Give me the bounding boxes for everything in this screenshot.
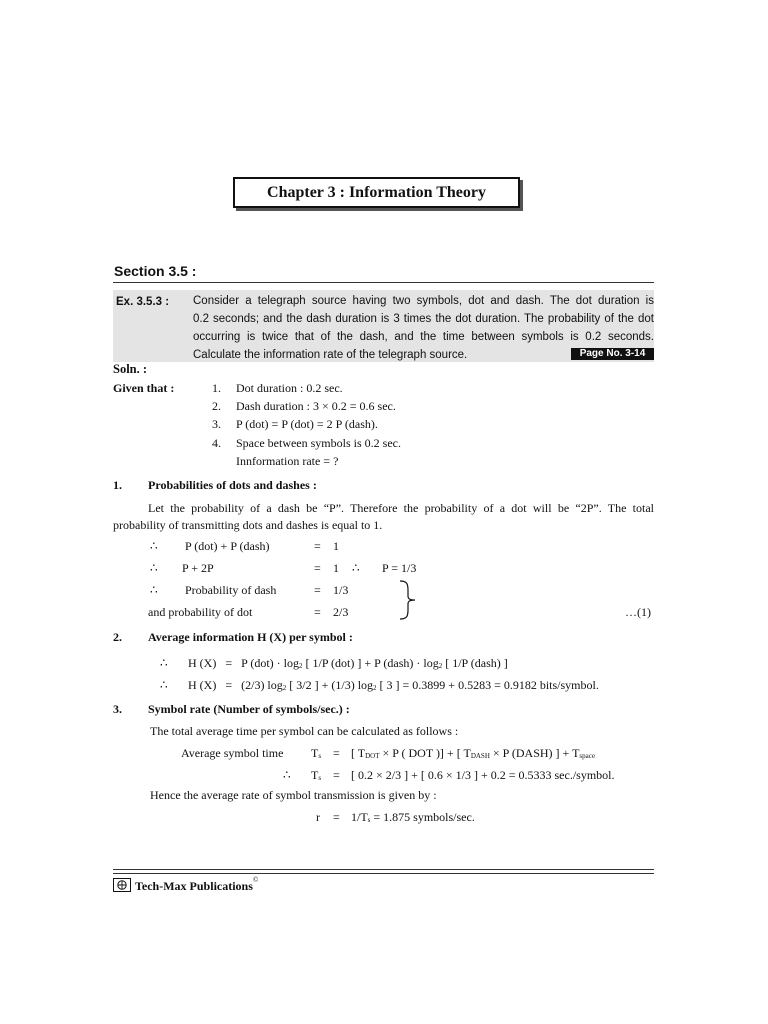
exercise-line-4: Calculate the information rate of the telegraph source. — [193, 349, 468, 361]
equation-lhs: r — [316, 810, 320, 824]
solution-label: Soln. : — [113, 362, 148, 376]
equation-rhs: 1 — [333, 561, 339, 575]
step3-title: Symbol rate (Number of symbols/sec.) : — [148, 702, 350, 716]
equation-lhs: Probability of dash — [185, 583, 277, 597]
publisher-name: Tech-Max Publications — [135, 879, 253, 893]
equation-equals: = — [314, 605, 321, 619]
chapter-title-box — [233, 177, 520, 208]
therefore-symbol: ∴ — [160, 678, 168, 692]
step3-number: 3. — [113, 702, 122, 716]
equation-line — [188, 678, 599, 693]
subscript: 2 — [373, 684, 377, 692]
copyright-mark: © — [253, 876, 259, 884]
exercise-line-3: occurring is twice that of the dash, and the time between symbols is 0.2 seconds. — [193, 331, 654, 343]
given-item-text: Dot duration : 0.2 sec. — [236, 381, 343, 395]
subscript: 2 — [282, 684, 287, 692]
equation-rhs: 1 — [333, 539, 339, 553]
equation-term: × P ( DOT )] + [ T — [382, 746, 471, 760]
given-item-number: 4. — [212, 436, 221, 450]
equation-term: = 1.875 symbols/sec. — [373, 810, 475, 824]
step1-paragraph-line-1: Let the probability of a dash be “P”. Therefore the probability of a dot will be “2P”. The total — [148, 501, 654, 515]
equation-term: [ 3/2 ] + (1/3) log — [289, 678, 374, 692]
equation-equals: = — [314, 561, 321, 575]
given-item-number: 3. — [212, 417, 221, 431]
subscript: DOT — [365, 752, 380, 760]
given-item-text: Dash duration : 3 × 0.2 = 0.6 sec. — [236, 399, 396, 413]
footer-divider — [113, 873, 654, 874]
symbol-ts: T — [311, 746, 319, 760]
equation-rhs: [ 0.2 × 2/3 ] + [ 0.6 × 1/3 ] + 0.2 = 0.5333 sec./symbol. — [351, 768, 615, 782]
subscript: s — [318, 752, 322, 760]
given-label: Given that : — [113, 381, 175, 395]
step2-title: Average information H (X) per symbol : — [148, 630, 353, 644]
step2-number: 2. — [113, 630, 122, 644]
equation-rhs — [351, 746, 595, 761]
given-item-number: 1. — [212, 381, 221, 395]
equation-equals: = — [314, 583, 321, 597]
subscript: s — [367, 816, 371, 824]
given-extra-text: Innformation rate = ? — [236, 454, 339, 468]
exercise-label: Ex. 3.5.3 : — [116, 296, 170, 308]
page-number-badge: Page No. 3-14 — [571, 348, 654, 360]
equation-term: [ 3 ] = 0.3899 + 0.5283 = 0.9182 bits/symbol. — [379, 678, 599, 692]
equation-lhs: P + 2P — [182, 561, 214, 575]
step1-title: Probabilities of dots and dashes : — [148, 478, 317, 492]
equation-lhs: P (dot) + P (dash) — [185, 539, 270, 553]
publisher-logo-icon — [113, 878, 131, 892]
exercise-line-1: Consider a telegraph source having two symbols, dot and dash. The dot duration is — [193, 295, 654, 307]
symbol-ts: T — [311, 768, 319, 782]
therefore-symbol: ∴ — [352, 561, 360, 575]
given-item-text: Space between symbols is 0.2 sec. — [236, 436, 401, 450]
therefore-symbol: ∴ — [150, 539, 158, 553]
step1-paragraph-line-2: probability of transmitting dots and dashes is equal to 1. — [113, 518, 383, 532]
therefore-symbol: ∴ — [283, 768, 291, 782]
therefore-symbol: ∴ — [160, 656, 168, 670]
step1-number: 1. — [113, 478, 122, 492]
equation-equals: = — [225, 656, 233, 670]
equation-equals: = — [225, 678, 233, 692]
equation-equals: = — [314, 539, 321, 553]
equation-line — [188, 656, 508, 671]
section-title: Section 3.5 : — [114, 263, 197, 279]
exercise-line-2: 0.2 seconds; and the dash duration is 3 times the dot duration. The probability of the dot — [193, 313, 654, 325]
equation-term: × P (DASH) ] + T — [492, 746, 580, 760]
equation-rhs: 1/3 — [333, 583, 349, 597]
equation-term: [ 1/P (dash) ] — [445, 656, 508, 670]
equation-label: Average symbol time — [181, 746, 284, 760]
equation-term: [ T — [351, 746, 366, 760]
step3-paragraph: The total average time per symbol can be calculated as follows : — [150, 724, 459, 738]
equation-term: [ 1/P (dot) ] + P (dash) · log — [305, 656, 439, 670]
equation-term: P (dot) · log — [241, 656, 299, 670]
right-brace — [398, 580, 420, 620]
footer-divider — [113, 869, 654, 870]
chapter-title: Chapter 3 : Information Theory — [267, 183, 486, 201]
equation-equals: = — [333, 768, 340, 782]
subscript: 2 — [438, 662, 443, 670]
equation-equals: = — [333, 746, 340, 760]
therefore-symbol: ∴ — [150, 583, 158, 597]
given-item-number: 2. — [212, 399, 221, 413]
subscript: space — [579, 752, 595, 760]
subscript: s — [318, 774, 322, 782]
equation-lhs — [311, 768, 321, 783]
step3-paragraph-2: Hence the average rate of symbol transmission is given by : — [150, 788, 437, 802]
equation-lhs: H (X) — [188, 678, 217, 692]
equation-reference: …(1) — [625, 605, 651, 619]
equation-rhs: 2/3 — [333, 605, 349, 619]
therefore-symbol: ∴ — [150, 561, 158, 575]
given-item-text: P (dot) = P (dot) = 2 P (dash). — [236, 417, 378, 431]
equation-lhs — [311, 746, 321, 761]
section-divider — [113, 282, 654, 283]
subscript: DASH — [470, 752, 490, 760]
equation-equals: = — [333, 810, 340, 824]
equation-lhs: H (X) — [188, 656, 217, 670]
equation-term: (2/3) log — [241, 678, 283, 692]
equation-result: P = 1/3 — [382, 561, 417, 575]
equation-lhs: and probability of dot — [148, 605, 253, 619]
equation-term: 1/T — [351, 810, 368, 824]
equation-rhs — [351, 810, 475, 825]
subscript: 2 — [299, 662, 303, 670]
